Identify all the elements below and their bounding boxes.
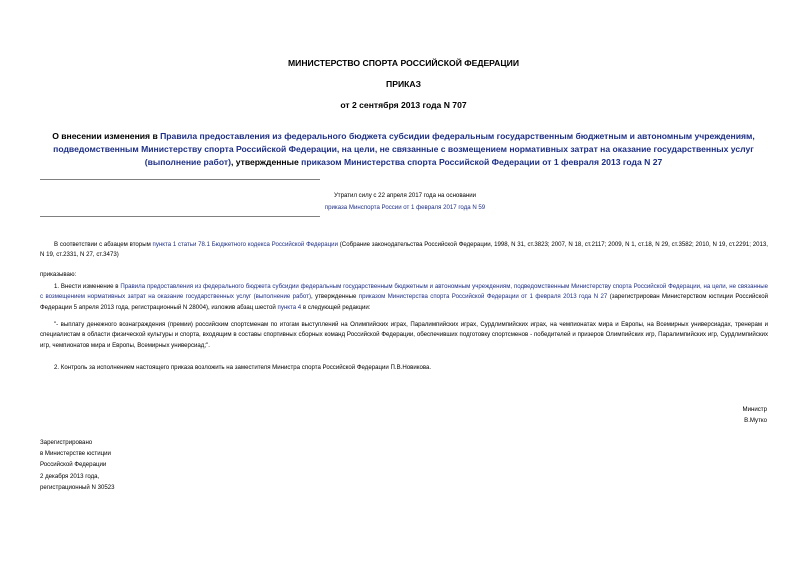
divider-top: [40, 179, 320, 180]
ministry-heading: МИНИСТЕРСТВО СПОРТА РОССИЙСКОЙ ФЕДЕРАЦИИ: [287, 58, 519, 68]
title-middle: , утвержденные: [230, 157, 299, 167]
budget-code-link[interactable]: пункта 1 статьи 78.1 Бюджетного кодекса Российской Федерации: [152, 241, 338, 248]
document-title: [27, 130, 780, 169]
intro-paragraph: [40, 240, 768, 261]
lost-force-link[interactable]: приказа Минспорта России от 1 февраля 2017 года N 59: [324, 204, 486, 211]
lost-force-text: Утратил силу с 22 апреля 2017 года на основании: [333, 192, 477, 199]
item-1-order-link[interactable]: приказом Министерства спорта Российской Федерации от 1 февраля 2013 года N 27: [358, 293, 608, 301]
item-1-point-link[interactable]: пункта 4: [277, 303, 302, 311]
registration-block: [40, 437, 115, 493]
registration-line-2: в Министерстве юстиции: [40, 450, 111, 458]
registration-line-1: Зарегистрировано: [40, 439, 93, 446]
quote-text: "- выплату денежного вознаграждения (премии) российским спортсменам по итогам выступлений на Олимпийских играх, Паралимпийских играх, Сурдлимпийских играх, на чемпионатах мира и Европы, на Всемирных универсиадах, тренерам и специалистам в области физической культуры и спорта, входящим в составы спортивных сборных команд Российской Федерации, обеспечивших подготовку спортсменов - победителей и призеров Олимпийских игр, Паралимпийских игр, Сурдлимпийских игр, чемпионатов мира и Европы, Всемирных универсиад;".: [40, 321, 768, 349]
item-1-prefix: 1. Внести изменение в: [54, 283, 119, 290]
lost-force-note: [240, 190, 570, 214]
intro-suffix: (Собрание законодательства Российской Федерации, 1998, N 31, ст.3823; 2007, N 18, ст.2117; 2009, N 1, ст.18, N 29, ст.3582; 2010, N 19, ст.2291; 2013, N 19, ст.2331, N 27, ст.3473): [40, 241, 768, 259]
intro-prefix: В соответствии с абзацем вторым: [54, 241, 151, 248]
divider-bottom: [40, 216, 320, 217]
item-2-text: 2. Контроль за исполнением настоящего приказа возложить на заместителя Министра спорта Российской Федерации П.В.Новикова.: [54, 364, 432, 371]
document-type: ПРИКАЗ: [386, 79, 421, 89]
signature-position: Министр: [742, 406, 767, 413]
title-prefix: О внесении изменения в: [52, 131, 158, 141]
registration-line-4: 2 декабря 2013 года,: [40, 472, 100, 480]
signature-block: [743, 405, 767, 426]
item-1-suffix: в следующей редакции:: [301, 303, 371, 311]
title-order-link[interactable]: приказом Министерства спорта Российской Федерации от 1 февраля 2013 года N 27: [301, 157, 663, 167]
registration-line-5: регистрационный N 30523: [40, 483, 115, 491]
quoted-amendment: [40, 320, 768, 351]
title-rules-link[interactable]: Правила предоставления из федерального бюджета субсидии федеральным государственным бюджетным и автономным учреждениям, подведомственным Министерству спорта Российской Федерации, на цели, не связанные с возмещением нормативных затрат на оказание государственных услуг (выполнение работ): [53, 131, 755, 167]
item-1-paragraph: [40, 282, 768, 313]
document-date-number: от 2 сентября 2013 года N 707: [340, 100, 467, 110]
order-word: приказываю:: [40, 271, 77, 278]
item-2-paragraph: [40, 363, 768, 373]
signature-name: В.Мутко: [744, 416, 767, 424]
registration-line-3: Российской Федерации: [40, 461, 107, 469]
item-1-rules-link[interactable]: Правила предоставления из федерального бюджета субсидии федеральным государственным бюджетным и автономным учреждениям, подведомственным Министерству спорта Российской Федерации, на цели, не связанные с возмещением нормативных затрат на оказание государственных услуг (выполнение работ): [40, 283, 768, 301]
item-1-middle: , утвержденные: [310, 293, 357, 301]
item-1-middle2: (зарегистрирован Министерством юстиции Российской Федерации 5 апреля 2013 года, регистрационный N 28004), изложив абзац шестой: [40, 293, 768, 311]
